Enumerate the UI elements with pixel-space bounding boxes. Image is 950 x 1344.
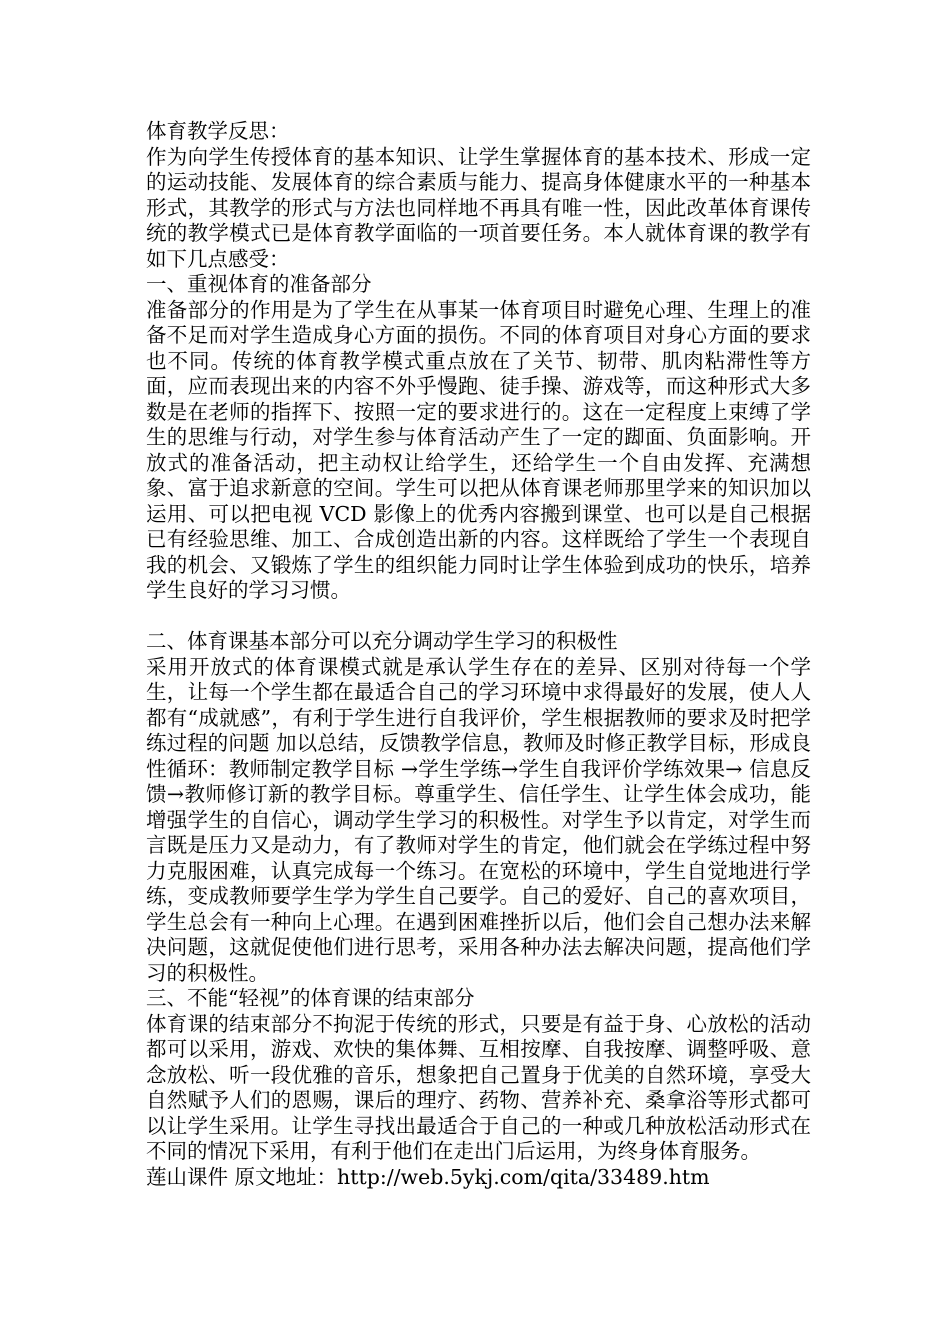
section-1-body: 准备部分的作用是为了学生在从事某一体育项目时避免心理、生理上的准备不足而对学生造成身心方面的损伤。不同的体育项目对身心方面的要求也不同。传统的体育教学模式重点放在了关节、韧带、肌肉粘滞性等方面，应而表现出来的内容不外乎慢跑、徒手操、游戏等，而这种形式大多数是在老师的指挥下、按照一定的要求进行的。这在一定程度上束缚了学生的思维与行动，对学生参与体育活动产生了一定的踋面、负面影响。开放式的准备活动，把主动权让给学生，还给学生一个自由发挥、充满想象、富于追求新意的空间。学生可以把从体育课老师那里学来的知识加以运用、可以把电视 VCD 影像上的优秀内容搬到课堂、也可以是自己根据已有经验思维、加工、合成创造出新的内容。这样既给了学生一个表现自我的机会、又锻炼了学生的组织能力同时让学生体验到成功的快乐，培养学生良好的学习习惯。 <box>146 297 811 602</box>
section-3-body: 体育课的结束部分不拘泥于传统的形式，只要是有益于身、心放松的活动都可以采用，游戏、欢快的集体舞、互相按摩、自我按摩、调整呼吸、意念放松、听一段优雅的音乐，想象把自己置身于优美的自然环境，享受大自然赋予人们的恩赐，课后的理疗、药物、营养补充、桑拿浴等形式都可以让学生采用。让学生寻找出最适合于自己的一种或几种放松活动形式在不同的情况下采用，有利于他们在走出门后运用，为终身体育服务。 <box>146 1011 811 1163</box>
source-line: 莲山课件 原文地址：http://web.5ykj.com/qita/33489.htm <box>146 1164 710 1189</box>
section-1-heading: 一、重视体育的准备部分 <box>146 272 372 296</box>
document-title: 体育教学反思： <box>146 119 290 143</box>
section-3-heading: 三、不能“轻视”的体育课的结束部分 <box>146 986 475 1010</box>
intro-paragraph: 作为向学生传授体育的基本知识、让学生掌握体育的基本技术、形成一定的运动技能、发展体育的综合素质与能力、提高身体健康水平的一种基本形式，其教学的形式与方法也同样地不再具有唯一性，因此改革体育课传统的教学模式已是体育教学面临的一项首要任务。本人就体育课的教学有如下几点感受： <box>146 144 811 271</box>
paragraph-spacer <box>146 604 811 630</box>
section-2-heading: 二、体育课基本部分可以充分调动学生学习的积极性 <box>146 629 618 653</box>
section-2-body: 采用开放式的体育课模式就是承认学生存在的差异、区别对待每一个学生，让每一个学生都在最适合自己的学习环境中求得最好的发展，使人人都有“成就感”，有利于学生进行自我评价，学生根据教师的要求及时把学练过程的问题 加以总结，反馈教学信息，教师及时修正教学目标，形成良性循环：教师制定教学目标 →学生学练→学生自我评价学练效果→ 信息反馈→教师修订新的教学目标。尊重学生、信任学生、让学生体会成功，能增强学生的自信心，调动学生学习的积极性。对学生予以肯定，对学生而言既是压力又是动力，有了教师对学生的肯定，他们就会在学练过程中努力克服困难，认真完成每一个练习。在宽松的环境中，学生自觉地进行学练，变成教师要学生学为学生自己要学。自己的爱好、自己的喜欢项目，学生总会有一种向上心理。在遇到困难挫折以后，他们会自己想办法来解决问题，这就促使他们进行思考，采用各种办法去解决问题，提高他们学习的积极性。 <box>146 654 811 985</box>
document-page <box>146 119 811 1190</box>
